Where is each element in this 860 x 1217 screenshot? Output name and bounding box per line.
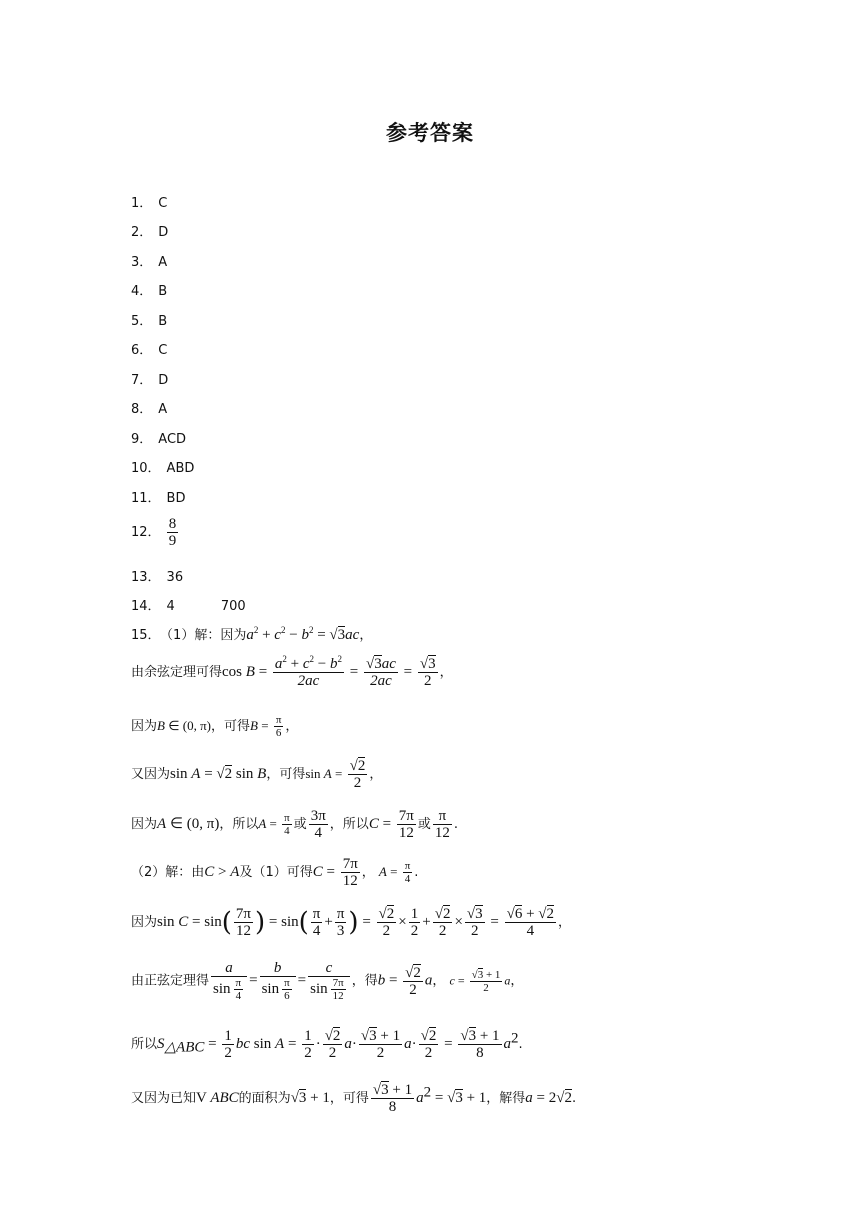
answer-value: ACD [158,432,187,447]
because-label: 因为 [131,915,158,930]
answer-value: BD [166,491,186,506]
answer-item [131,339,167,358]
q15-line-8: 由正弦定理得 a sin $\frac{\pi}{4}$ = b sin $\frac{\pi}{6}$ = c sin $\frac{7\pi}{12}$ ，得b = $\frac{√2}{2}$ a， c = $\frac{√3 + 1}{2}$ a， [131,960,524,1002]
answer-item [131,310,167,329]
answer-14 [131,595,246,614]
answer-value: B [158,284,168,299]
answer-item [131,428,186,447]
get-label: ，可得 [211,719,251,734]
numerator: 8 [168,516,177,532]
part1-label: （1）解：因为 [166,628,247,643]
q15-line-3: 因为B ∈ (0, π)，可得B = $\frac{\pi}{6}$ ， [131,714,299,739]
fraction [167,516,179,549]
answer-value: B [158,314,168,329]
answer-value-1: 4 [166,599,175,614]
answer-value: C [158,343,168,358]
answer-number: 15． [131,628,161,643]
answer-number: 6． [131,343,153,358]
q15-line-5: 因为A ∈ (0, π)，所以A = $\frac{\pi}{4}$ 或 $\frac{3\pi}{4}$ ，所以C = $\frac{7\pi}{12}$ 或 $\frac{\pi}{12}$ . [131,808,459,841]
known-label: 又因为已知 [131,1091,197,1106]
law-of-cosines-label: 由余弦定理可得 [131,664,223,680]
answer-value-2: 700 [220,599,246,614]
equation: cos B = $\frac{a^2 + c^2 - b^2}{2ac}$ = $\frac{√3ac}{2ac}$ = $\frac{√3}{2}$ [222,654,436,689]
answer-number: 8． [131,402,153,417]
get-label: ，可得 [266,767,306,782]
answer-item [131,457,194,476]
answer-number: 14． [131,599,161,614]
answer-item [131,192,167,211]
q15-line-7: 因为sin C = sin( $\frac{7\pi}{12}$ ) = sin( $\frac{\pi}{4}$ + $\frac{\pi}{3}$ ) = $\frac{√2}{2}$ × $\frac{1}{2}$ + $\frac{√2}{2}$ × $\frac{√3}{2}$ = $\frac{√6 + √2}{4}$ ， [131,906,572,939]
answer-value: D [158,225,169,240]
so-label: ，所以 [329,817,369,832]
answer-value: C [158,196,168,211]
equation: $a^2 + c^2 - b^2 = √3ac$ [246,625,360,643]
answer-value: D [158,373,169,388]
area-label: 的面积为 [238,1091,291,1106]
answer-value: ABD [166,461,195,476]
denominator: 9 [168,533,177,549]
answer-number: 10． [131,461,161,476]
answer-item [131,280,167,299]
q15-line-6: （2）解：由C > A及（1）可得C = $\frac{7\pi}{12}$ ， A = $\frac{\pi}{4}$ . [131,856,419,889]
because-label: 因为 [131,817,158,832]
q15-line-9: 所以$S_{\triangle ABC}$ = $\frac{1}{2}$ bc sin A = $\frac{1}{2}$ · $\frac{√2}{2}$ a· $\frac{√3 + 1}{2}$ a· $\frac{√2}{2}$ = $\frac{√3 + 1}{8}$ $a^2$. [131,1028,523,1061]
page-title: 参考答案 [386,121,474,145]
part2-mid-label: 及（1）可得 [239,865,313,880]
so-label: 所以 [131,1037,158,1052]
get-label: ，可得 [329,1091,369,1106]
answer-number: 9． [131,432,153,447]
answer-13 [131,566,183,585]
answer-number: 2． [131,225,153,240]
so-label: ，所以 [219,817,259,832]
also-because-label: 又因为 [131,767,171,782]
q15-line-4: 又因为sin A = √2 sin B，可得sin A = $\frac{√2}{2}$ ， [131,758,383,791]
answer-12 [131,516,180,549]
part2-label: （2）解：由 [131,865,205,880]
answer-item [131,221,168,240]
answer-number: 4． [131,284,153,299]
answer-item [131,487,185,506]
because-label: 因为 [131,719,158,734]
answer-value: 36 [166,570,184,585]
answer-number: 5． [131,314,153,329]
answer-number: 1． [131,196,153,211]
q15-line-1: 15． （1）解：因为$a^2 + c^2 - b^2 = √3ac$， [131,625,373,643]
answer-number: 12． [131,525,161,540]
answer-number: 11． [131,491,161,506]
or-label: 或 [293,817,307,832]
answer-value: A [158,255,168,270]
answer-value: A [158,402,168,417]
answer-item [131,369,168,388]
get-label: ，得 [351,973,378,989]
answer-item [131,398,167,417]
q15-line-2: 由余弦定理可得cos B = $\frac{a^2 + c^2 - b^2}{2ac}$ = $\frac{√3ac}{2ac}$ = $\frac{√3}{2}$ ， [131,654,453,689]
law-of-sines-label: 由正弦定理得 [131,973,210,989]
answer-number: 3． [131,255,153,270]
q15-line-10: 又因为已知V ABC的面积为√3 + 1，可得 $\frac{√3 + 1}{8}$ $a^2 = √3 + 1$，解得a = 2√2. [131,1082,577,1115]
solve-label: ，解得 [486,1091,526,1106]
answer-item [131,251,167,270]
answer-number: 7． [131,373,153,388]
or-label: 或 [417,817,431,832]
answer-number: 13． [131,570,161,585]
